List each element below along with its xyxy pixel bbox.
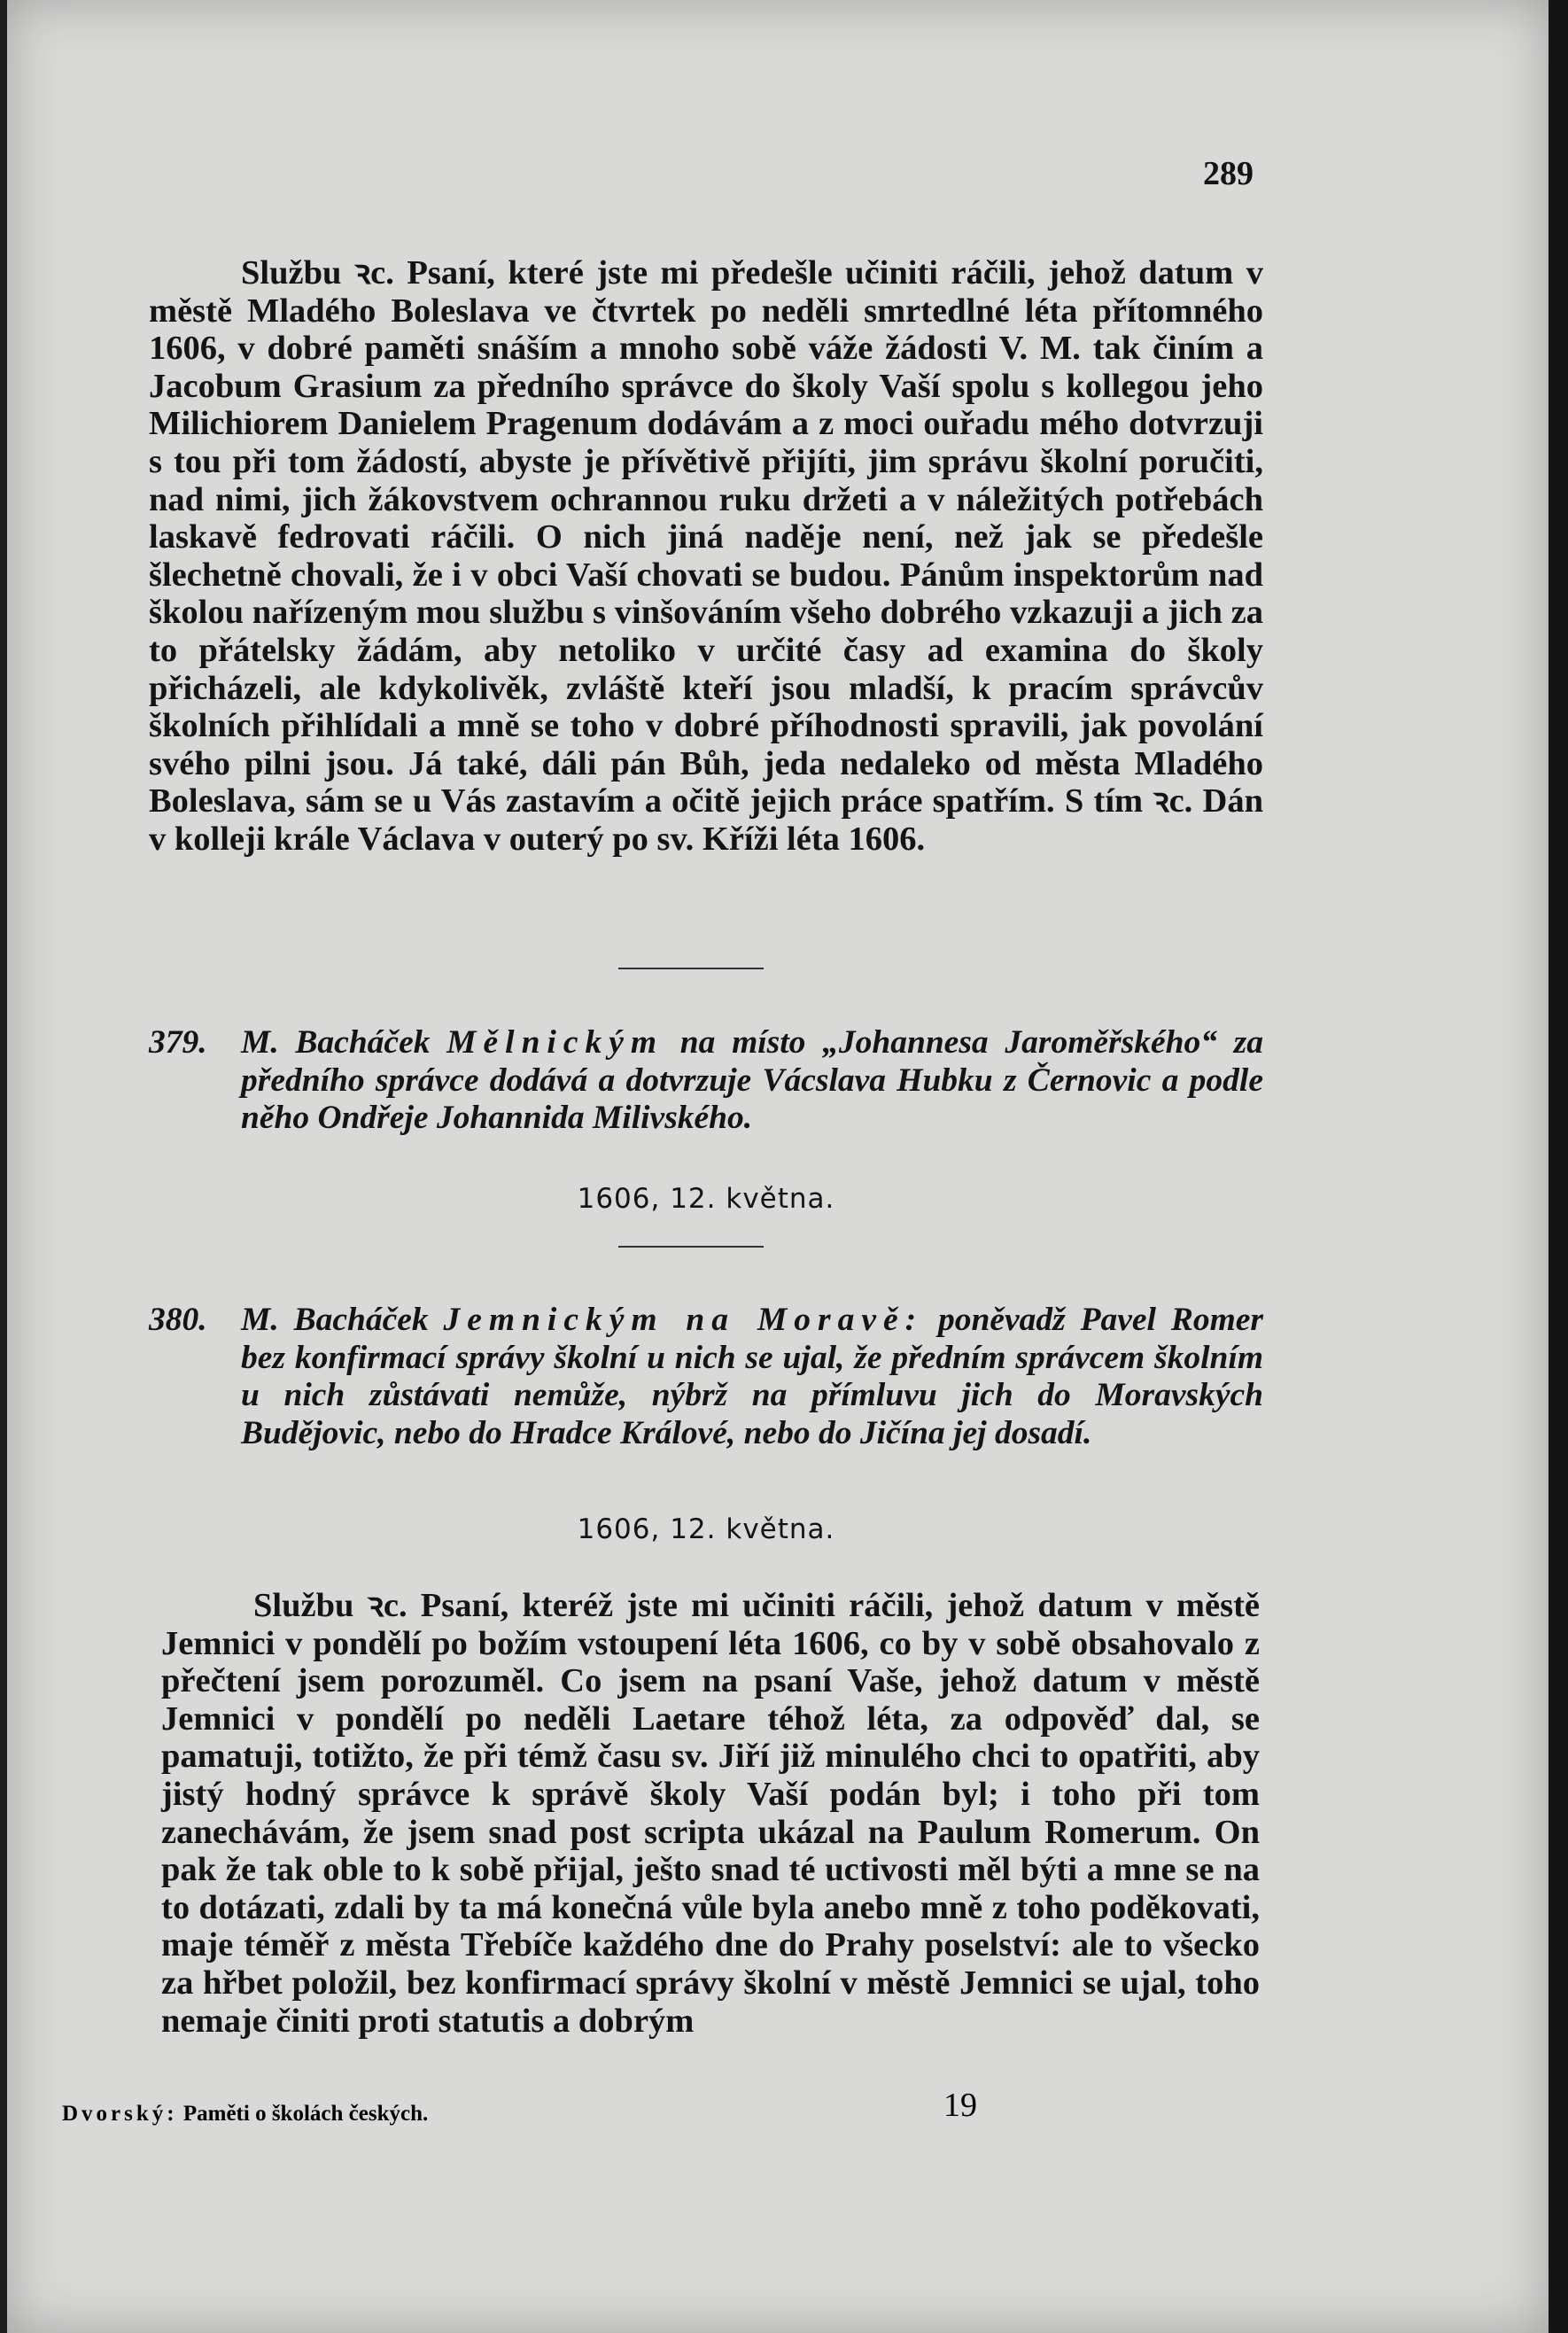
scan-edge-right: [1549, 0, 1568, 2333]
page-number: 289: [1203, 155, 1254, 192]
entry-number: 380.: [149, 1302, 207, 1338]
footer-author: Dvorský:: [62, 2102, 178, 2126]
entry-379-heading: [149, 1024, 1263, 1138]
entry-summary-text: na místo „Johannesa Jaroměřského“ za předního správce dodává a dotvrzuje Vácslava Hubku z Černovic a podle něho Ondřeje Johannida Milivského.: [241, 1024, 1263, 1136]
section-divider: [618, 1246, 764, 1248]
entry-380-heading: [149, 1302, 1263, 1452]
entry-summary-text: poněvadž Pavel Romer bez konfirmací správy školní u nich se ujal, že předním správcem školním u nich zůstávati nemůže, nýbrž na přímluvu jich do Moravských Budějovic, nebo do Hradce Králové, nebo do Jičína jej dosadí.: [241, 1302, 1264, 1451]
letter-paragraph-2: Službu ꝛc. Psaní, kteréž jste mi učiniti ráčili, jehož datum v městě Jemnici v pondělí po božím vstoupení léta 1606, co by v sobě obsahovalo z přečtení jsem porozuměl. Co jsem na psaní Vaše, jehož datum v městě Jemnici v pondělí po neděli Laetare téhož léta, za odpověď dal, se pamatuji, totižto, že při témž času sv. Jiří již minulého chci to opatřiti, aby jistý hodný správce k správě školy Vaší podán byl; i toho při tom zanechávám, že jsem snad post scripta ukázal na Paulum Romerum. On pak že tak oble to k sobě přijal, ješto snad té uctivosti měl býti a mne se na to dotázati, zdali by ta má konečná vůle byla anebo mně z toho poděkovati, maje téměř z města Třebíče každého dne do Prahy poselství: ale to všecko za hřbet položil, bez konfirmací správy školní v městě Jemnici se ujal, toho nemaje činiti proti statutis a dobrým: [161, 1587, 1260, 2040]
entry-recipient: Jemnickým na Moravě:: [443, 1302, 924, 1338]
entry-summary: [241, 1024, 1263, 1138]
entry-recipient: Mělnickým: [446, 1024, 664, 1061]
entry-number: 379.: [149, 1024, 207, 1061]
entry-author: M. Bacháček: [241, 1302, 429, 1338]
entry-380-date: 1606, 12. května.: [577, 1513, 835, 1545]
letter-paragraph-1: Službu ꝛc. Psaní, které jste mi předešle učiniti ráčili, jehož datum v městě Mladého Boleslava ve čtvrtek po neděli smrtedlné léta přítomného 1606, v dobré paměti snáším a mnoho sobě váže žádosti V. M. tak činím a Jacobum Grasium za předního správce do školy Vaší spolu s kollegou jeho Milichiorem Danielem Pragenum dodávám a z moci ouřadu mého dotvrzuji s tou při tom žádostí, abyste je přívětivě přijíti, jim správu školní poručiti, nad nimi, jich žákovstvem ochrannou ruku držeti a v náležitých potřebách laskavě fedrovati ráčili. O nich jiná naděje není, než jak se předešle šlechetně chovali, že i v obci Vaší chovati se budou. Pánům inspektorům nad školou nařízeným mou službu s vinšováním všeho dobrého vzkazuji a jich za to přátelsky žádám, aby netoliko v určité časy ad examina do školy přicházeli, ale kdykolivěk, zvláště kteří jsou mladší, k pracím správcův školních přihlídali a mně se toho v dobré příhodnosti spravili, jak povolání svého pilni jsou. Já také, dáli pán Bůh, jeda nedaleko od města Mladého Boleslava, sám se u Vás zastavím a očitě jejich práce spatřím. S tím ꝛc. Dán v kolleji krále Václava v outerý po sv. Kříži léta 1606.: [149, 254, 1263, 858]
footer-title: Paměti o školách českých.: [182, 2102, 429, 2126]
section-divider: [618, 968, 764, 969]
signature-mark: 19: [943, 2087, 977, 2124]
entry-summary: [241, 1302, 1263, 1452]
page-footer: [62, 2102, 428, 2127]
entry-author: M. Bacháček: [241, 1024, 431, 1061]
entry-379-date: 1606, 12. května.: [577, 1183, 835, 1215]
